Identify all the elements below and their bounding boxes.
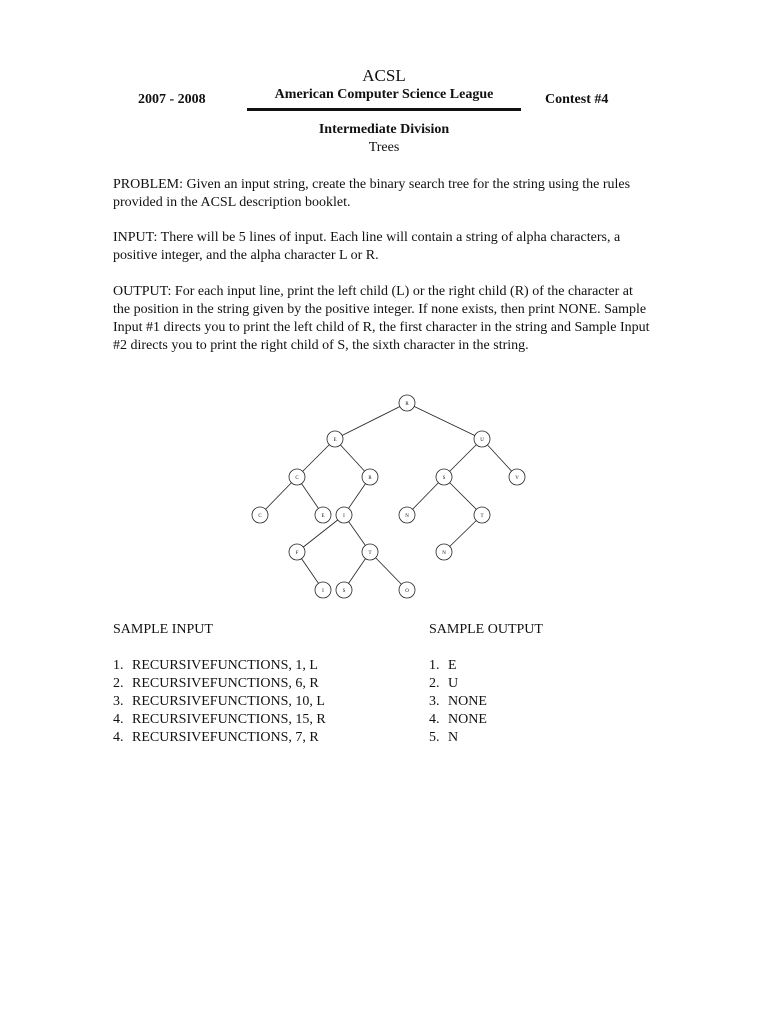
tree-node — [399, 507, 415, 523]
tree-node — [399, 582, 415, 598]
output-paragraph: OUTPUT: For each input line, print the left child (L) or the right child (R) of the character at the position in the string given by the positive integer. If none exists, then print NONE. Sample Input #1 directs you to print the left child of R, the first character in the string and Sample Input #2 directs you to print the right child of S, the sixth character in the string. — [113, 284, 650, 353]
sample-input-list — [113, 657, 326, 747]
sample-input-item-text: RECURSIVEFUNCTIONS, 10, L — [132, 694, 325, 709]
sample-output-item-number: 3. — [429, 694, 440, 709]
sample-input-item — [113, 729, 326, 747]
sample-input-item-number: 3. — [113, 694, 124, 709]
sample-input-item-number: 4. — [113, 730, 124, 745]
tree-node-label: S — [342, 588, 346, 594]
sample-input-item-number: 2. — [113, 676, 124, 691]
tree-node-label: C — [258, 513, 262, 519]
sample-output-item — [429, 693, 487, 711]
tree-node-label: N — [405, 513, 409, 519]
sample-input-item-text: RECURSIVEFUNCTIONS, 1, L — [132, 658, 318, 673]
sample-output-item-number: 4. — [429, 712, 440, 727]
tree-node-label: R — [368, 475, 372, 481]
sample-input-item — [113, 693, 326, 711]
tree-node — [252, 507, 268, 523]
sample-output-item — [429, 711, 487, 729]
tree-node-label: E — [333, 437, 337, 443]
tree-node — [336, 582, 352, 598]
topic-title: Trees — [368, 140, 400, 155]
sample-input-item-text: RECURSIVEFUNCTIONS, 6, R — [132, 676, 319, 691]
tree-node — [315, 507, 331, 523]
org-full-title: American Computer Science League — [274, 87, 494, 102]
tree-node — [289, 544, 305, 560]
sample-output-item — [429, 657, 487, 675]
tree-node-label: T — [368, 550, 372, 556]
tree-node — [362, 469, 378, 485]
tree-node-label: N — [442, 550, 446, 556]
tree-edge — [335, 403, 407, 439]
sample-output-list — [429, 657, 487, 747]
tree-node-label: F — [295, 550, 299, 556]
sample-output-item-text: NONE — [448, 712, 487, 727]
sample-input-item-number: 4. — [113, 712, 124, 727]
tree-node — [474, 507, 490, 523]
tree-node — [315, 582, 331, 598]
input-paragraph: INPUT: There will be 5 lines of input. Each line will contain a string of alpha characters, a positive integer, and the alpha character L or R. — [113, 230, 621, 263]
sample-input-header: SAMPLE INPUT — [113, 622, 213, 637]
problem-paragraph: PROBLEM: Given an input string, create the binary search tree for the string using the rules provided in the ACSL description booklet. — [113, 177, 631, 210]
tree-node — [399, 395, 415, 411]
year-range: 2007 - 2008 — [138, 92, 206, 107]
tree-node-label: R — [405, 401, 409, 407]
sample-output-item-text: U — [448, 676, 459, 691]
tree-node — [474, 431, 490, 447]
tree-node — [327, 431, 343, 447]
tree-node-label: O — [405, 588, 409, 594]
tree-node-label: I — [343, 513, 345, 519]
tree-node — [436, 469, 452, 485]
sample-output-item-text: E — [448, 658, 457, 673]
tree-node — [509, 469, 525, 485]
sample-output-item-number: 1. — [429, 658, 440, 673]
tree-node — [436, 544, 452, 560]
tree-node-label: V — [515, 475, 519, 481]
org-short-title: ACSL — [362, 66, 406, 85]
sample-input-item — [113, 675, 326, 693]
sample-output-item-text: NONE — [448, 694, 487, 709]
tree-edge — [407, 403, 482, 439]
contest-number: Contest #4 — [545, 92, 609, 107]
tree-node — [289, 469, 305, 485]
tree-node-label: U — [480, 437, 484, 443]
sample-output-item — [429, 729, 487, 747]
tree-node-label: S — [442, 475, 446, 481]
sample-output-item-number: 2. — [429, 676, 440, 691]
sample-input-item-text: RECURSIVEFUNCTIONS, 15, R — [132, 712, 326, 727]
sample-output-item — [429, 675, 487, 693]
sample-output-header: SAMPLE OUTPUT — [429, 622, 543, 637]
tree-node — [362, 544, 378, 560]
sample-input-item — [113, 711, 326, 729]
tree-node-label: I — [322, 588, 324, 594]
tree-node — [336, 507, 352, 523]
tree-node-label: C — [295, 475, 299, 481]
sample-output-item-number: 5. — [429, 730, 440, 745]
division-title: Intermediate Division — [318, 122, 450, 137]
tree-node-label: E — [321, 513, 325, 519]
sample-input-item-text: RECURSIVEFUNCTIONS, 7, R — [132, 730, 319, 745]
sample-output-item-text: N — [448, 730, 459, 745]
sample-input-item-number: 1. — [113, 658, 124, 673]
tree-node-label: T — [480, 513, 484, 519]
sample-input-item — [113, 657, 326, 675]
